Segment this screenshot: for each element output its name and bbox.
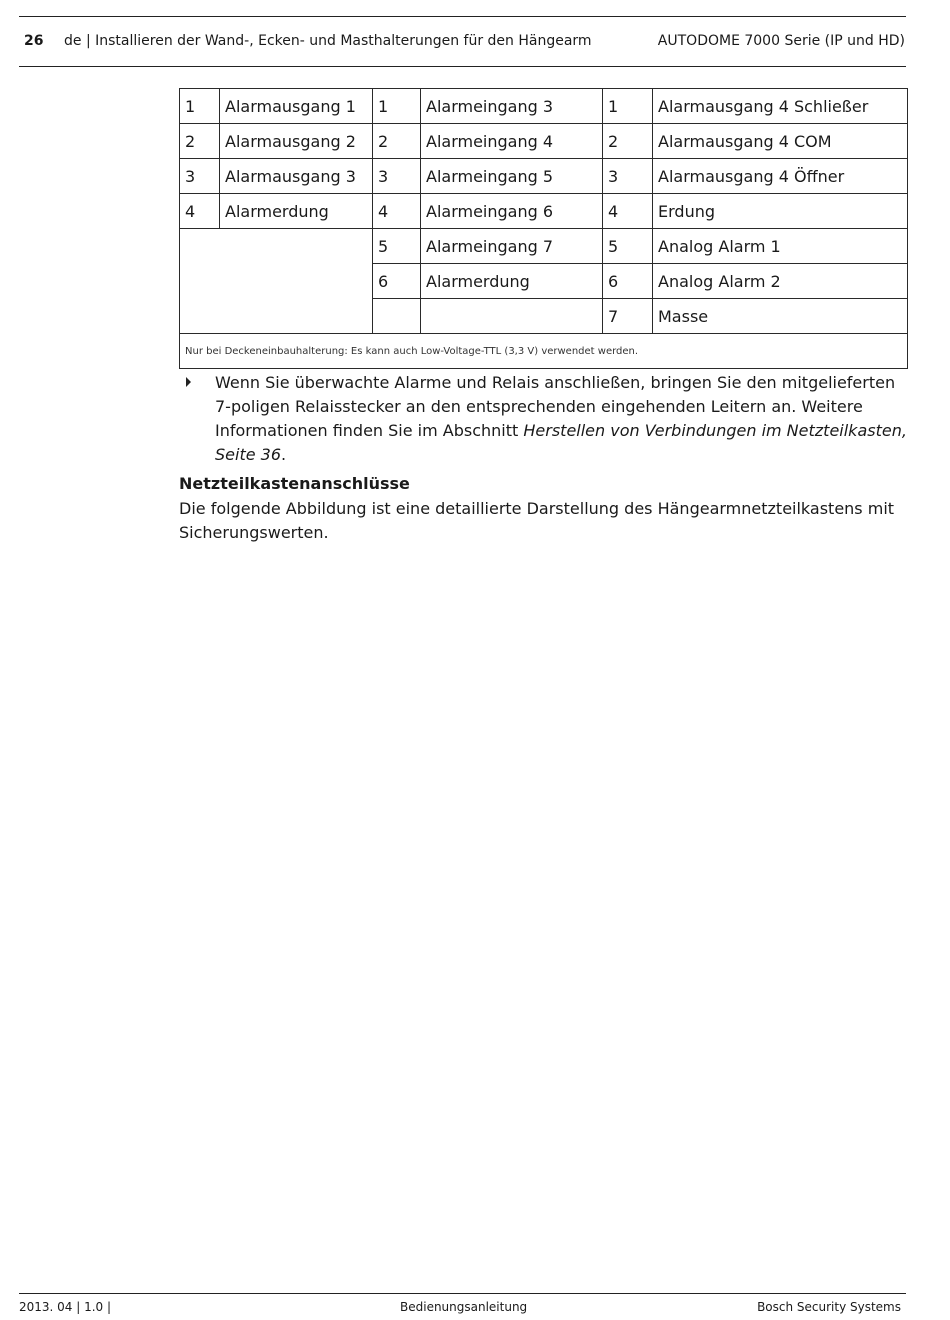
table-note-row: [180, 334, 908, 369]
table-cell: 1: [373, 89, 421, 124]
table-cell: Alarmausgang 4 Schließer: [653, 89, 908, 124]
table-cell: Masse: [653, 299, 908, 334]
table-cell: Analog Alarm 1: [653, 229, 908, 264]
table-row: [180, 124, 908, 159]
table-cell: Alarmeingang 5: [421, 159, 603, 194]
table-cell: Alarmausgang 3: [220, 159, 373, 194]
table-cell: [373, 299, 421, 334]
page-number: 26: [24, 33, 44, 49]
table-cell: Alarmeingang 4: [421, 124, 603, 159]
section-body: Die folgende Abbildung ist eine detaillierte Darstellung des Hängearmnetzteilkastens mit Sicherungswerten.: [179, 499, 895, 542]
table-cell: 5: [373, 229, 421, 264]
table-cell: 4: [180, 194, 220, 229]
table-cell: Analog Alarm 2: [653, 264, 908, 299]
table-cell: 2: [180, 124, 220, 159]
table-cell: 2: [373, 124, 421, 159]
footer-rule: [19, 1293, 906, 1294]
bullet-text: Wenn Sie überwachte Alarme und Relais anschließen, bringen Sie den mitgelieferten 7-poligen Relaisstecker an den entsprechenden eingehenden Leitern an. Weitere Informationen finden Sie im Abschnitt: [215, 373, 896, 440]
header-bottom-rule: [19, 66, 906, 67]
table-cell: Alarmausgang 4 COM: [653, 124, 908, 159]
table-cell: 3: [180, 159, 220, 194]
table-row: [180, 89, 908, 124]
footer-version: 2013. 04 | 1.0 |: [19, 1300, 112, 1314]
product-title: AUTODOME 7000 Serie (IP und HD): [657, 33, 905, 49]
table-cell: Alarmeingang 3: [421, 89, 603, 124]
bullet-arrow-icon: [186, 377, 191, 387]
table-cell: 1: [180, 89, 220, 124]
table-row: [180, 229, 908, 264]
table-row: [180, 159, 908, 194]
bullet-paragraph: [215, 371, 907, 467]
table-cell: 6: [603, 264, 653, 299]
table-cell: Alarmerdung: [421, 264, 603, 299]
section-title: de | Installieren der Wand-, Ecken- und Masthalterungen für den Hängearm: [64, 33, 592, 49]
table-cell: 2: [603, 124, 653, 159]
table-cell: 4: [373, 194, 421, 229]
table-cell: Alarmausgang 1: [220, 89, 373, 124]
table-cell: Alarmausgang 4 Öffner: [653, 159, 908, 194]
table-row: [180, 194, 908, 229]
table-cell: 1: [603, 89, 653, 124]
table-cell: 4: [603, 194, 653, 229]
table-empty-block: [180, 229, 373, 334]
table-cell: 3: [373, 159, 421, 194]
table-cell: Alarmeingang 7: [421, 229, 603, 264]
table-cell: 7: [603, 299, 653, 334]
table-cell: 5: [603, 229, 653, 264]
table-cell: Alarmausgang 2: [220, 124, 373, 159]
table-cell: 3: [603, 159, 653, 194]
cross-reference-link[interactable]: Herstellen von Verbindungen im Netzteilkasten, Seite 36: [215, 421, 907, 464]
pin-table: [179, 88, 908, 369]
table-cell: Alarmerdung: [220, 194, 373, 229]
footer-doc-type: Bedienungsanleitung: [400, 1300, 528, 1314]
bullet-end: .: [281, 445, 287, 464]
header-top-rule: [19, 16, 906, 17]
table-cell: Erdung: [653, 194, 908, 229]
table-cell: 6: [373, 264, 421, 299]
table-cell: [421, 299, 603, 334]
footer-company: Bosch Security Systems: [757, 1300, 901, 1314]
table-cell: Alarmeingang 6: [421, 194, 603, 229]
section-heading: Netzteilkastenanschlüsse: [179, 474, 410, 493]
table-note: Nur bei Deckeneinbauhalterung: Es kann auch Low-Voltage-TTL (3,3 V) verwendet werden.: [180, 334, 908, 369]
